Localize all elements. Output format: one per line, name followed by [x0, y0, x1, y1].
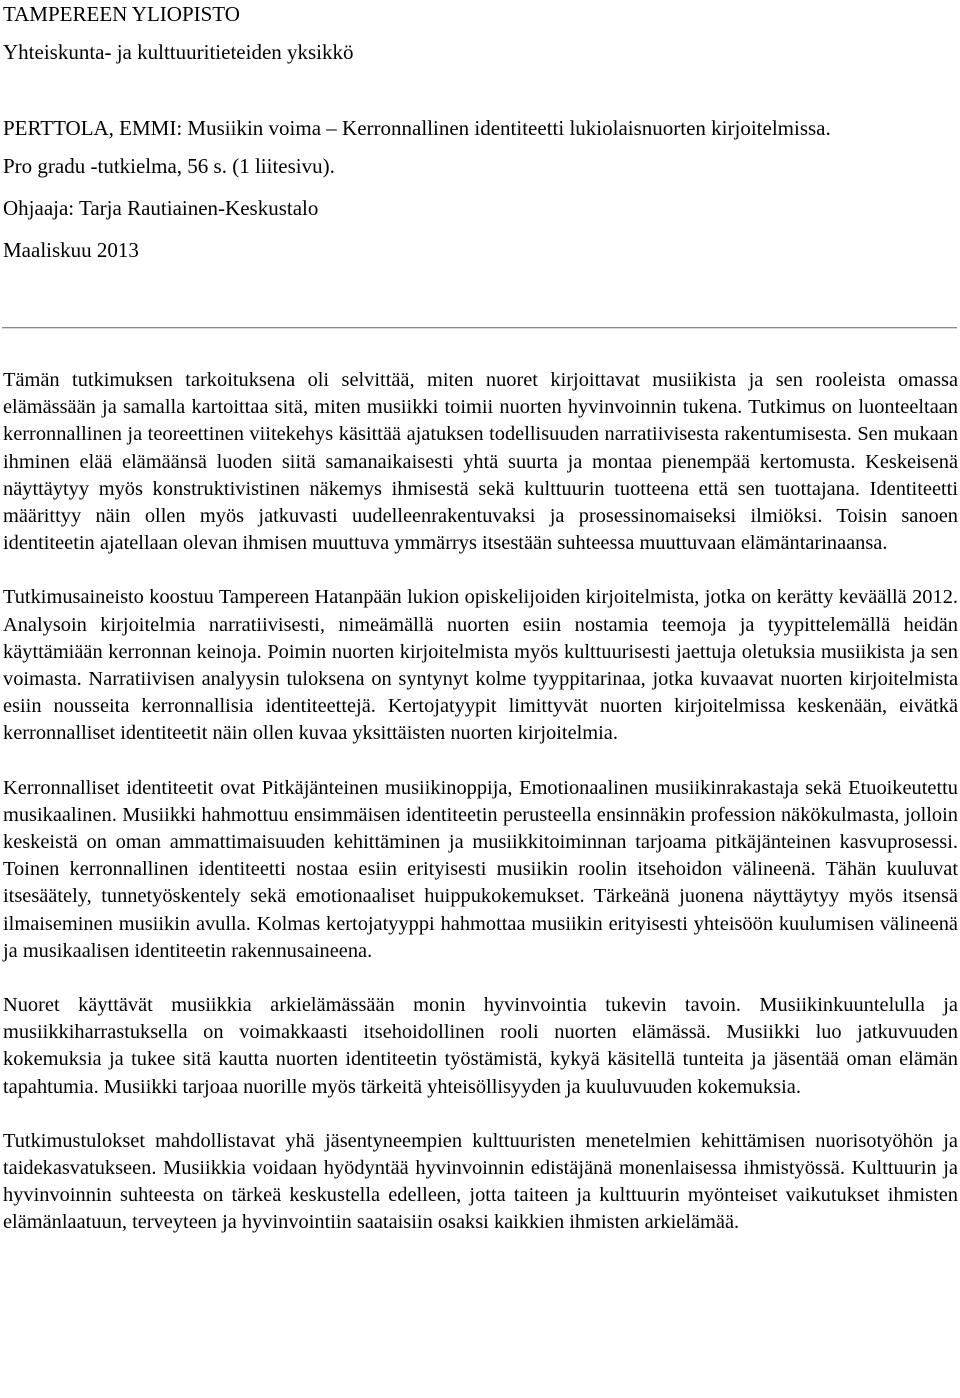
abstract-paragraph-2: Tutkimusaineisto koostuu Tampereen Hatanpään lukion opiskelijoiden kirjoitelmista, jotka on kerätty keväällä 2012. Analysoin kirjoitelmia narratiivisesti, nimeämällä nuorten esiin nostamia teemoja ja tyypittelemällä heidän käyttämiään kerronnan keinoja. Poimin nuorten kirjoitelmista myös kulttuurisesti jaettuja oletuksia musiikista ja sen voimasta. Narratiivisen analyysin tuloksena on syntynyt kolme tyyppitarinaa, jotka kuvaavat nuorten kirjoitelmista esiin nousseita kerronnallisia identiteettejä. Kertojatyypit limittyvät nuorten kirjoitelmissa keskenään, eivätkä kerronnalliset identiteetit näin ollen kuvaa yksittäisten nuorten kirjoitelmia. [3, 586, 958, 745]
publication-date: Maaliskuu 2013 [3, 238, 139, 262]
abstract-body [3, 367, 958, 1264]
supervisor: Ohjaaja: Tarja Rautiainen-Keskustalo [3, 196, 319, 220]
unit-name: Yhteiskunta- ja kulttuuritieteiden yksikkö [3, 40, 354, 64]
abstract-paragraph-1: Tämän tutkimuksen tarkoituksena oli selvittää, miten nuoret kirjoittavat musiikista ja sen rooleista omassa elämässään ja samalla kartoittaa sitä, miten musiikki toimii nuorten hyvinvoinnin tukena. Tutkimus on luonteeltaan kerronnallinen ja teoreettinen viitekehys käsittää ajatuksen todellisuuden narratiivisesta rakentumisesta. Sen mukaan ihminen elää elämäänsä luoden siitä samanaikaisesti yhtä suurta ja montaa pienempää kertomusta. Keskeisenä näyttäytyy myös konstruktivistinen näkemys ihmisestä sekä kulttuurin tuotteena että sen tuottajana. Identiteetti määrittyy näin ollen myös jatkuvasti uudelleenrakentuvaksi ja prosessinomaiseksi ilmiöksi. Toisin sanoen identiteetin ajatellaan olevan ihmisen muuttuva ymmärrys itsestään suhteessa muuttuvaan elämäntarinaansa. [3, 369, 958, 555]
horizontal-divider [2, 327, 957, 329]
thesis-info: Pro gradu -tutkielma, 56 s. (1 liitesivu). [3, 154, 335, 178]
university-name: TAMPEREEN YLIOPISTO [3, 2, 240, 26]
abstract-paragraph-4: Nuoret käyttävät musiikkia arkielämässään monin hyvinvointia tukevin tavoin. Musiikinkuuntelulla ja musiikkiharrastuksella on voimakkaasti itsehoidollinen rooli nuorten elämässä. Musiikki luo jatkuvuuden kokemuksia ja tukee sitä kautta nuorten identiteetin työstämistä, kykyä käsitellä tunteita ja jäsentää oman elämän tapahtumia. Musiikki tarjoaa nuorille myös tärkeitä yhteisöllisyyden ja kuuluvuuden kokemuksia. [3, 994, 958, 1098]
author-and-title: PERTTOLA, EMMI: Musiikin voima – Kerronnallinen identiteetti lukiolaisnuorten kirjoitelmissa. [3, 116, 831, 140]
abstract-paragraph-5: Tutkimustulokset mahdollistavat yhä jäsentyneempien kulttuuristen menetelmien kehittämisen nuorisotyöhön ja taidekasvatukseen. Musiikkia voidaan hyödyntää hyvinvoinnin edistäjänä monenlaisessa ihmistyössä. Kulttuurin ja hyvinvoinnin suhteesta on tärkeä keskustella edelleen, jotta taiteen ja kulttuurin myönteiset vaikutukset ihmisten elämänlaatuun, terveyteen ja hyvinvointiin saataisiin osaksi kaikkien ihmisten arkielämää. [3, 1129, 958, 1234]
abstract-paragraph-3: Kerronnalliset identiteetit ovat Pitkäjänteinen musiikinoppija, Emotionaalinen musiikinrakastaja sekä Etuoikeutettu musikaalinen. Musiikki hahmottuu ensimmäisen identiteetin perusteella ensinnäkin profession näkökulmasta, jolloin keskeistä on oman ammattimaisuuden kehittäminen ja musiikkitoiminnan tarjoama pitkäjänteinen kasvuprosessi. Toinen kerronnallinen identiteetti nostaa esiin erityisesti musiikin roolin itsehoidon välineenä. Tähän kuuluvat itsesäätely, tunnetyöskentely sekä emotionaaliset huippukokemukset. Tärkeänä juonena näyttäytyy myös itsensä ilmaiseminen musiikin avulla. Kolmas kertojatyyppi hahmottaa musiikin erityisesti yhteisöön kuulumisen välineenä ja musikaalisen identiteetin rakennusaineena. [3, 776, 958, 962]
